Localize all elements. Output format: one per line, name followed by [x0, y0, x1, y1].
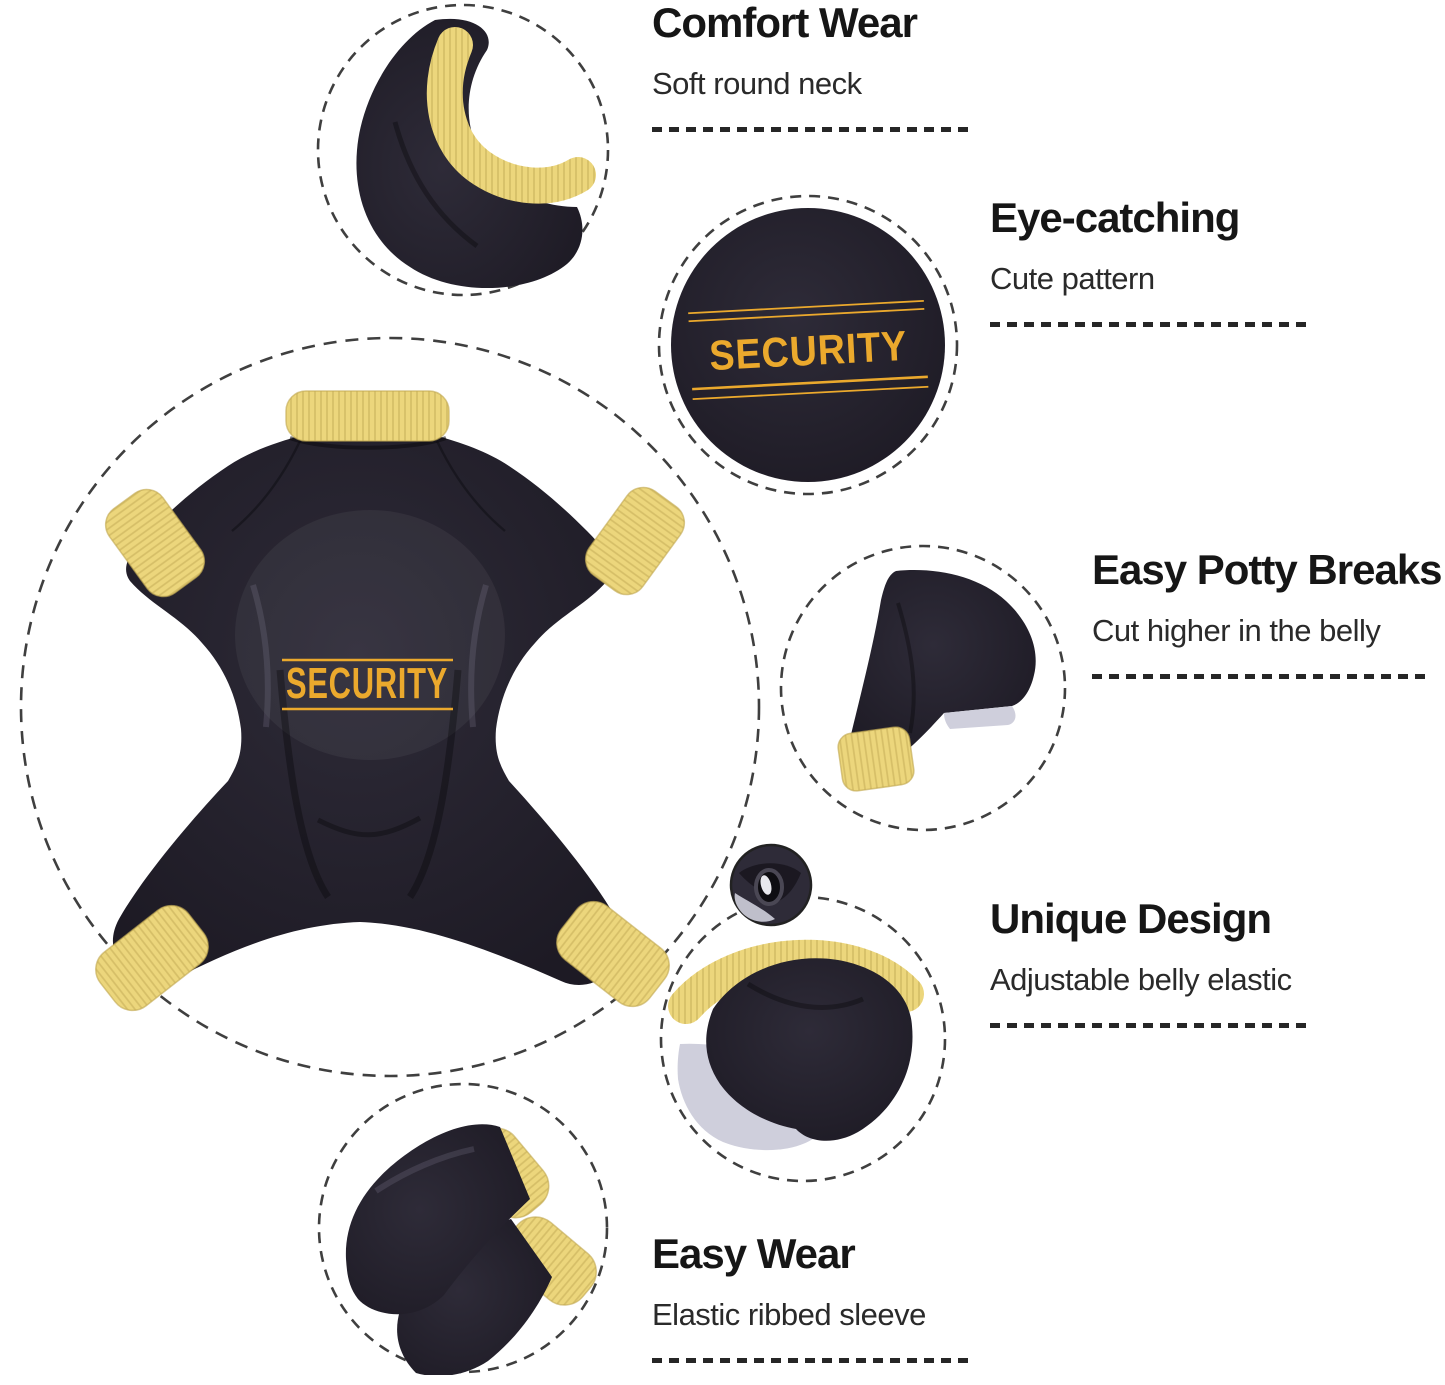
- leg-cuff: [836, 725, 915, 792]
- grommet-closeup-photo: [729, 843, 813, 927]
- feature-unique-design: [990, 897, 1310, 1028]
- feature-easy-potty-breaks: [1092, 548, 1442, 679]
- neck-graphic: [315, 2, 611, 298]
- back-graphic: [658, 894, 948, 1184]
- feature-title: Easy Wear: [652, 1230, 855, 1277]
- sleeves-graphic: [316, 1081, 610, 1375]
- leg-graphic: [778, 543, 1068, 833]
- dashed-divider: [990, 1023, 1310, 1028]
- feature-eye-catching: [990, 196, 1310, 327]
- feature-comfort-wear: [652, 1, 968, 132]
- feature-subtitle: Cut higher in the belly: [1092, 613, 1381, 649]
- dashed-divider: [652, 1358, 970, 1363]
- print-graphic: [656, 193, 960, 497]
- feature-subtitle: Adjustable belly elastic: [990, 962, 1292, 998]
- main-product-photo: [18, 335, 762, 1079]
- dashed-divider: [1092, 674, 1428, 679]
- dashed-divider: [652, 127, 968, 132]
- security-print-text: SECURITY: [708, 320, 931, 380]
- feature-title: Unique Design: [990, 895, 1272, 942]
- feature-subtitle: Elastic ribbed sleeve: [652, 1297, 926, 1333]
- pajama-graphic: [18, 335, 762, 1079]
- dashed-divider: [990, 322, 1310, 327]
- feature-title: Eye-catching: [990, 194, 1240, 241]
- collar-graphic: [286, 391, 449, 448]
- feature-easy-wear: [652, 1232, 970, 1363]
- feature-title: Easy Potty Breaks: [1092, 546, 1442, 593]
- fabric-sheen: [235, 510, 505, 760]
- feature-subtitle: Cute pattern: [990, 261, 1155, 297]
- security-banner: [282, 659, 453, 709]
- sleeves-closeup-photo: [316, 1081, 610, 1375]
- collar-crescent: [445, 45, 578, 186]
- print-closeup-photo: [656, 193, 960, 497]
- feature-title: Comfort Wear: [652, 0, 917, 46]
- feature-subtitle: Soft round neck: [652, 66, 862, 102]
- grommet-eyelet: [756, 870, 782, 904]
- security-print-text: SECURITY: [286, 659, 448, 708]
- leg-closeup-photo: [778, 543, 1068, 833]
- grommet-graphic: [729, 843, 813, 927]
- back-closeup-photo: [658, 894, 948, 1184]
- neck-closeup-photo: [315, 2, 611, 298]
